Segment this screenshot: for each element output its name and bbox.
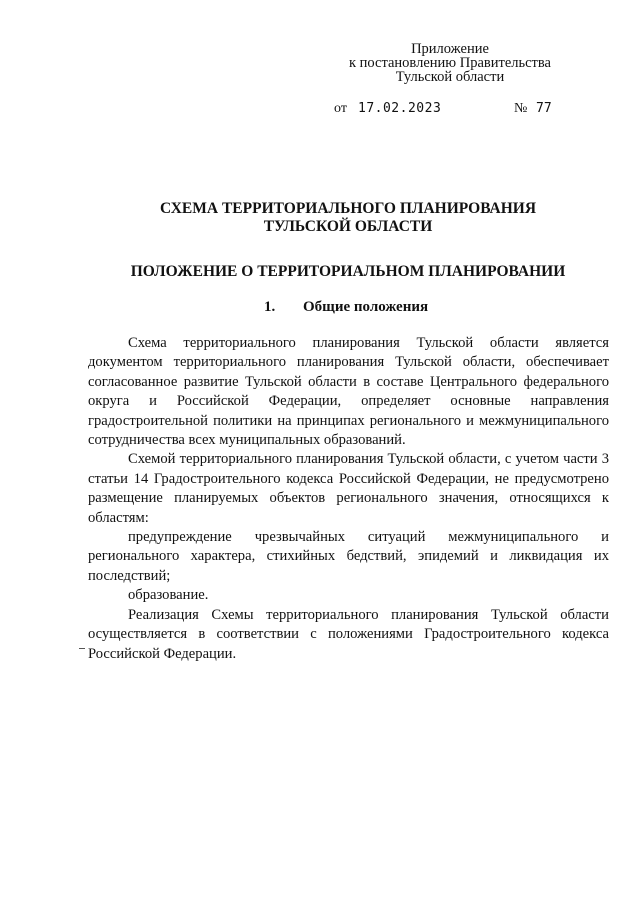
document-subtitle: ПОЛОЖЕНИЕ О ТЕРРИТОРИАЛЬНОМ ПЛАНИРОВАНИИ <box>130 263 566 280</box>
paragraph: Схемой территориального планирования Тульской области, с учетом части 3 статьи 14 Градостроительного кодекса Российской Федерации, не предусмотрено размещение планируемых объектов регионального значения, относящихся к областям: <box>88 451 609 526</box>
decree-from-label: от <box>334 101 347 116</box>
decree-number: 77 <box>536 101 552 116</box>
title-line: СХЕМА ТЕРРИТОРИАЛЬНОГО ПЛАНИРОВАНИЯ <box>159 200 537 217</box>
margin-mark <box>79 648 85 649</box>
decree-date: 17.02.2023 <box>358 101 442 116</box>
paragraph: предупреждение чрезвычайных ситуаций межмуниципального и регионального характера, стихийных бедствий, эпидемий и ликвидация их последствий; <box>88 529 609 584</box>
appendix-line: Тульской области <box>395 69 505 85</box>
section-title: Общие положения <box>303 299 429 315</box>
appendix-header <box>330 42 570 84</box>
paragraph: образование. <box>128 587 209 604</box>
paragraph: Схема территориального планирования Тульской области является документом территориального планирования Тульской области, обеспечивает согласованное развитие Тульской области в составе Центрального федерального округа и Российской Федерации, определяет основные направления градостроительной политики на принципах регионального и межмуниципального сотрудничества всех муниципальных образований. <box>88 335 609 449</box>
appendix-line: Приложение <box>411 41 489 57</box>
section-number: 1. <box>264 299 276 315</box>
decree-number-label: № <box>514 101 528 116</box>
document-title <box>80 200 616 236</box>
appendix-line: к постановлению Правительства <box>349 55 551 71</box>
title-line: ТУЛЬСКОЙ ОБЛАСТИ <box>263 218 433 235</box>
document-body <box>88 334 609 664</box>
paragraph: Реализация Схемы территориального планирования Тульской области осуществляется в соответствии с положениями Градостроительного кодекса Российской Федерации. <box>88 606 609 662</box>
